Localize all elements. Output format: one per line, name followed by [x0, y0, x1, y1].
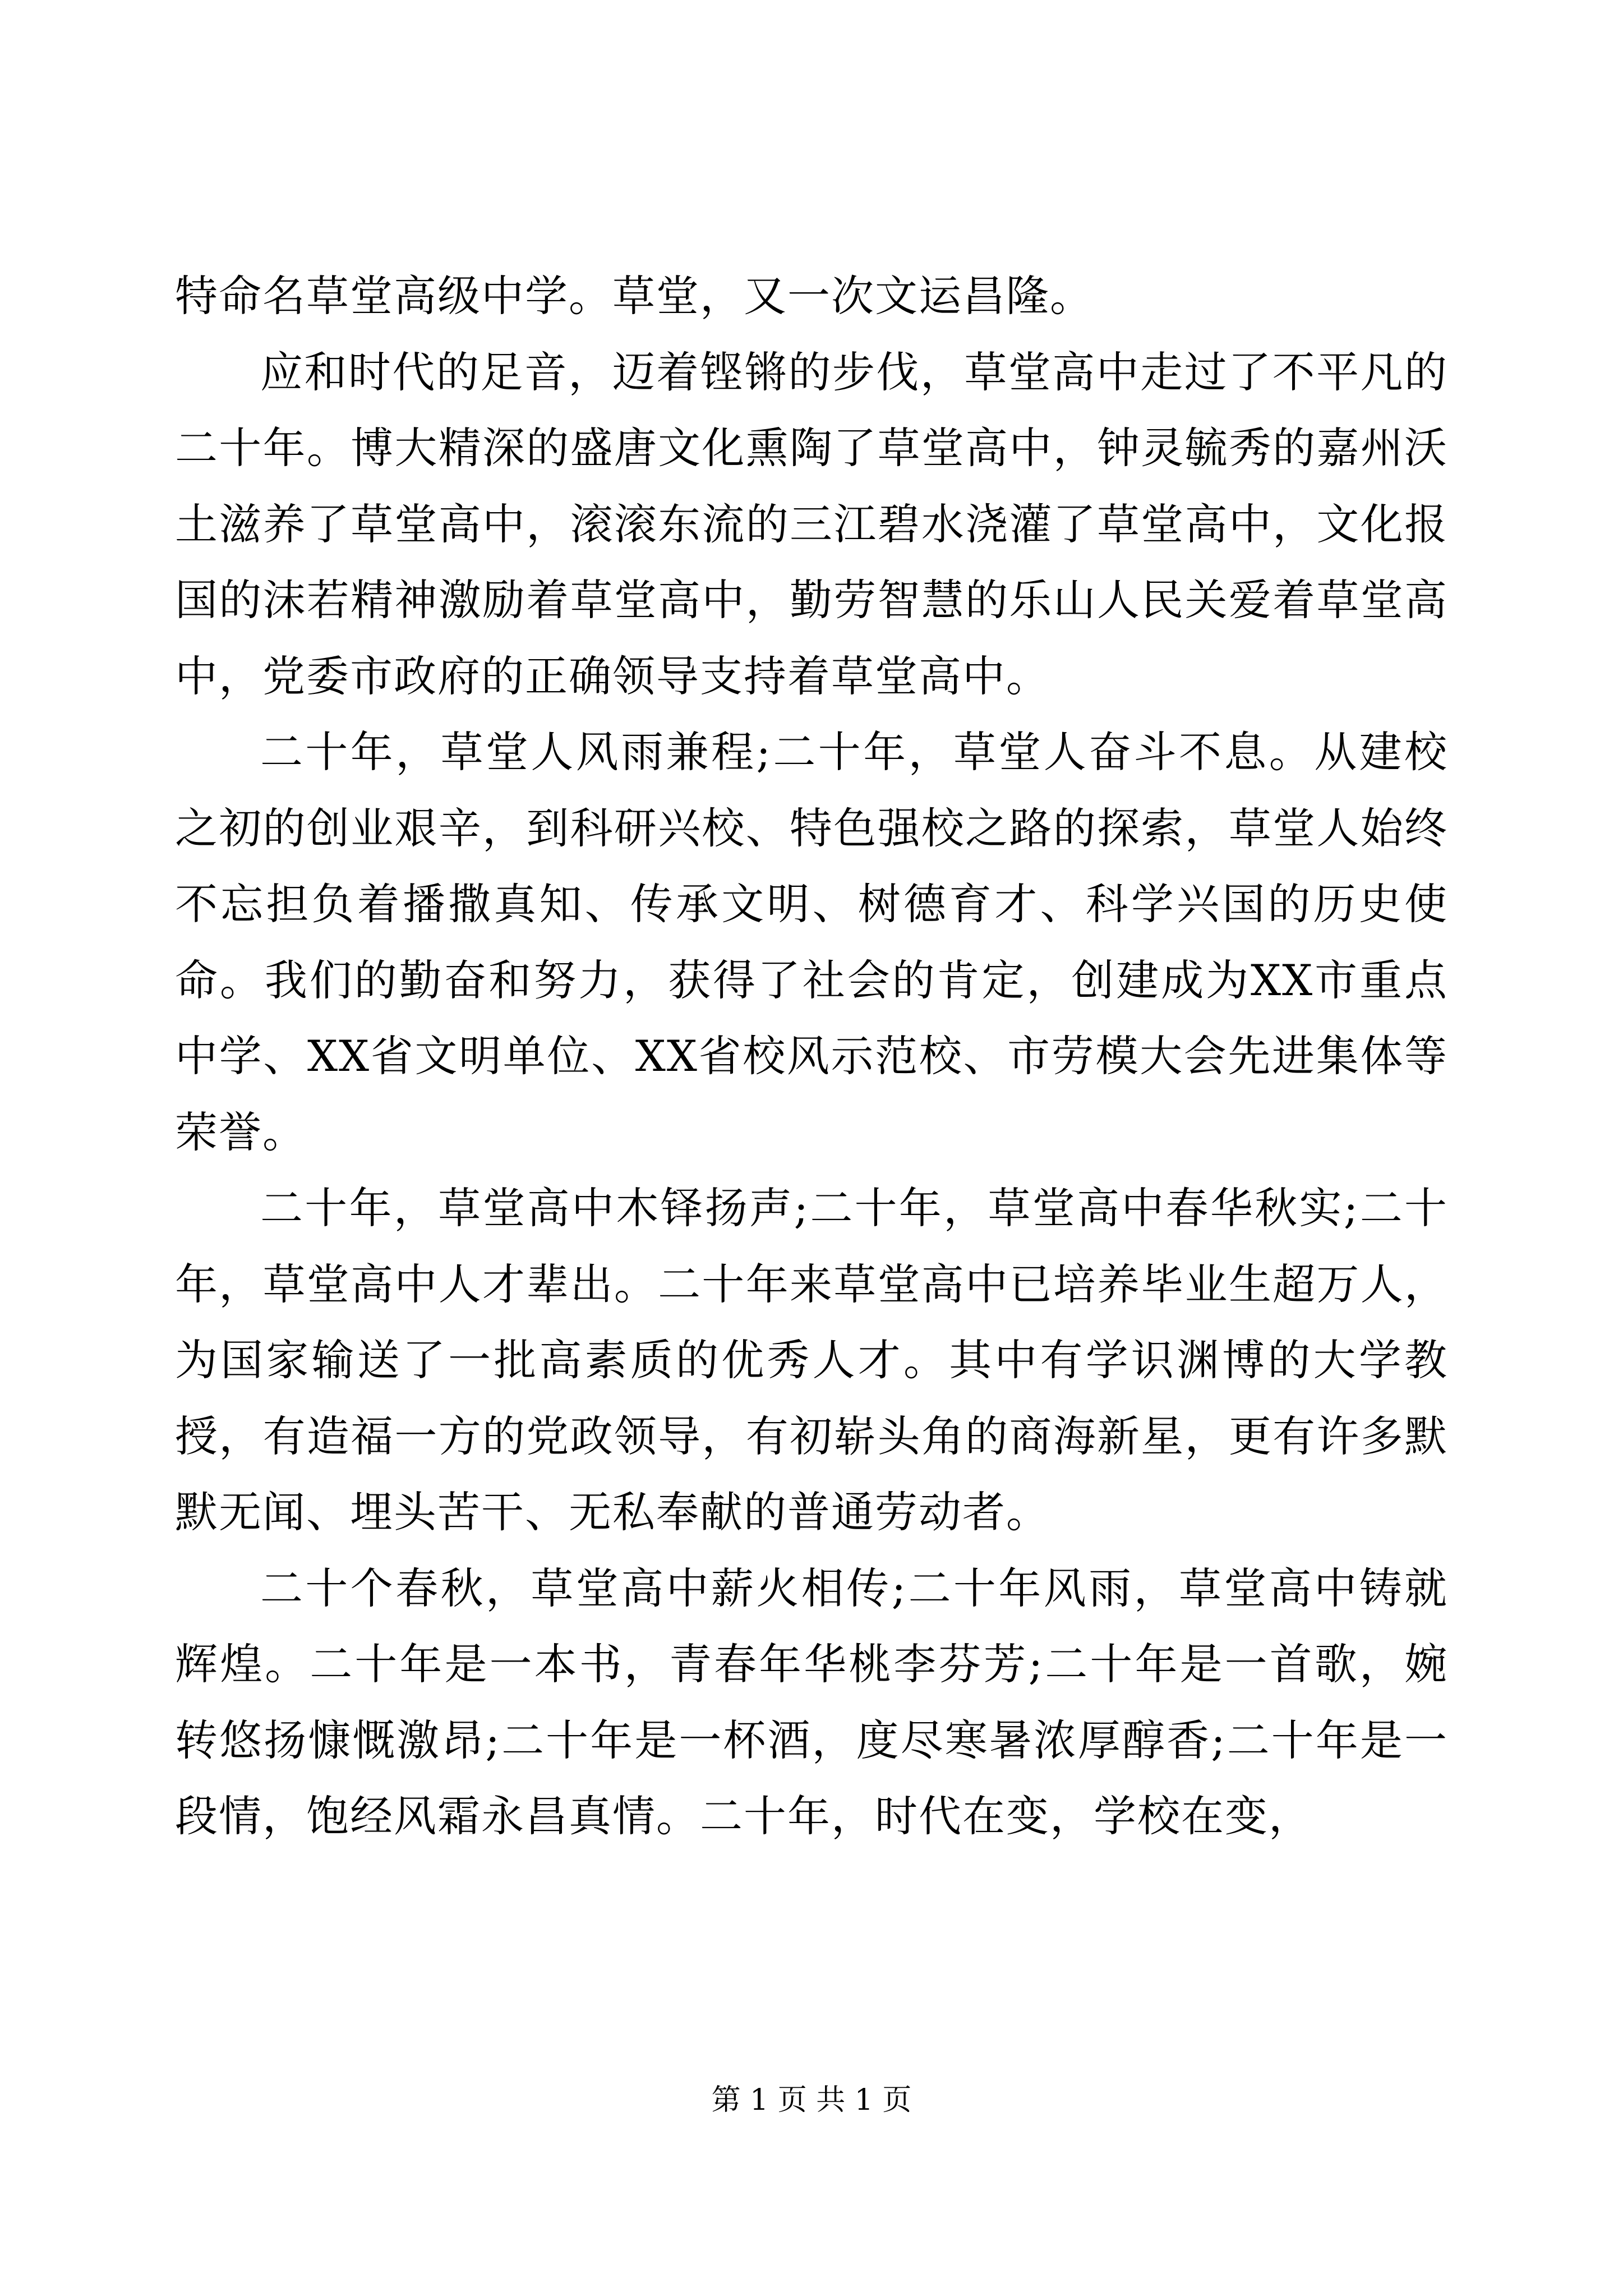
paragraph-1: 特命名草堂高级中学。草堂，又一次文运昌隆。 — [175, 271, 1094, 321]
paragraph-5: 二十个春秋，草堂高中薪火相传;二十年风雨，草堂高中铸就辉煌。二十年是一本书，青春年华桃李芬芳;二十年是一首歌，婉转悠扬慷慨激昂;二十年是一杯酒，度尽寒暑浓厚醇香;二十年是一段情，饱经风霜永昌真情。二十年，时代在变，学校在变， — [175, 1563, 1448, 1841]
paragraph-4: 二十年，草堂高中木铎扬声;二十年，草堂高中春华秋实;二十年，草堂高中人才辈出。二十年来草堂高中已培养毕业生超万人，为国家输送了一批高素质的优秀人才。其中有学识渊博的大学教授，有造福一方的党政领导，有初崭头角的商海新星，更有许多默默无闻、埋头苦干、无私奉献的普通劳动者。 — [175, 1183, 1448, 1537]
page-footer: 第 1 页 共 1 页 — [711, 2083, 912, 2117]
paragraph-3: 二十年，草堂人风雨兼程;二十年，草堂人奋斗不息。从建校之初的创业艰辛，到科研兴校、特色强校之路的探索，草堂人始终不忘担负着播撒真知、传承文明、树德育才、科学兴国的历史使命。我们的勤奋和努力，获得了社会的肯定，创建成为XX市重点中学、XX省文明单位、XX省校风示范校、市劳模大会先进集体等荣誉。 — [175, 727, 1448, 1157]
paragraph-2: 应和时代的足音，迈着铿锵的步伐，草堂高中走过了不平凡的二十年。博大精深的盛唐文化熏陶了草堂高中，钟灵毓秀的嘉州沃土滋养了草堂高中，滚滚东流的三江碧水浇灌了草堂高中，文化报国的沫若精神激励着草堂高中，勤劳智慧的乐山人民关爱着草堂高中，党委市政府的正确领导支持着草堂高中。 — [175, 347, 1448, 701]
document-body — [175, 258, 1448, 1855]
